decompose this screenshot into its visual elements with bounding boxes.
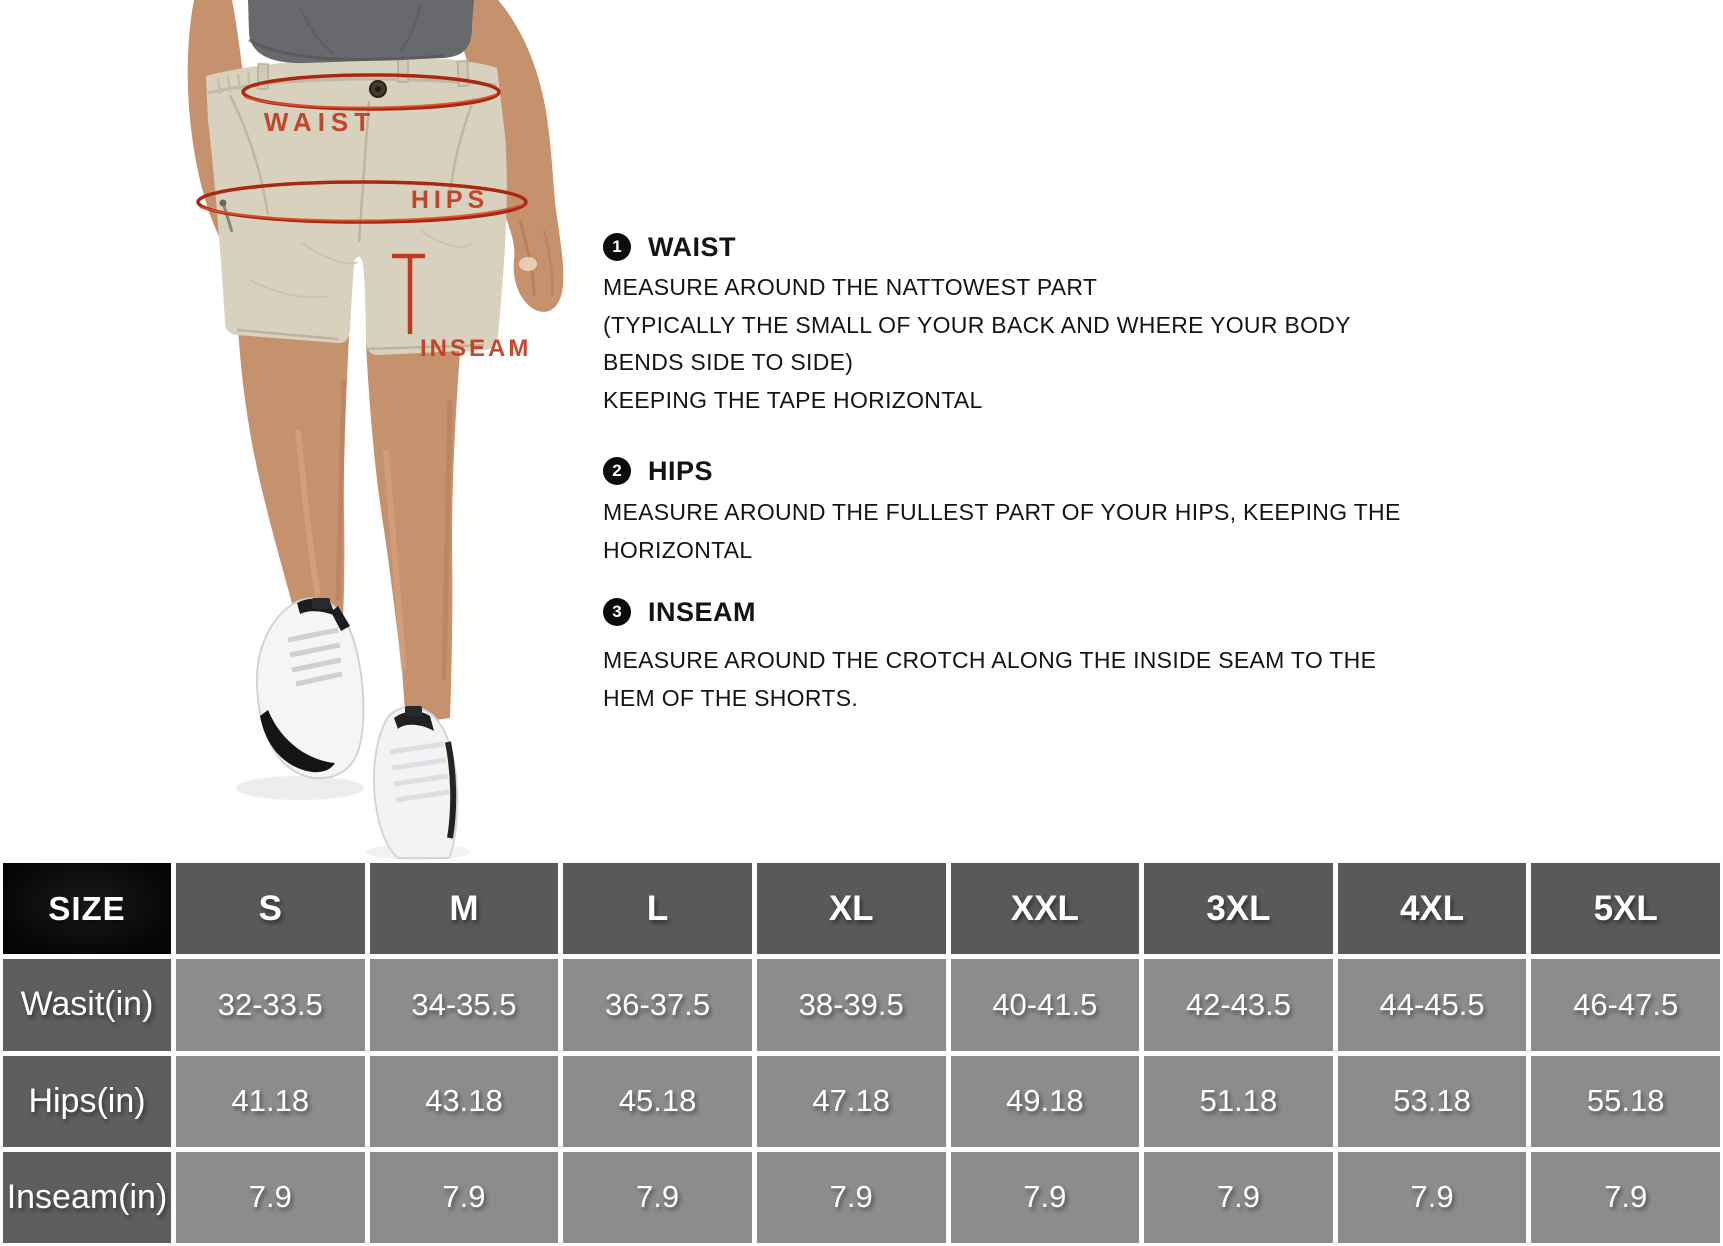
- instruction-hips: [603, 456, 1723, 569]
- number-badge-1: 1: [603, 233, 631, 261]
- number-badge-2: 2: [603, 457, 631, 485]
- inseam-value-xxl: 7.9: [951, 1152, 1140, 1243]
- hips-annotation-label: HIPS: [410, 186, 490, 214]
- row-label-hips: Hips(in): [3, 1056, 171, 1147]
- inseam-value-5xl: 7.9: [1531, 1152, 1720, 1243]
- shoe-tongue-tag: [405, 706, 422, 716]
- instruction-waist: [603, 232, 1723, 419]
- instruction-title-hips: HIPS: [648, 455, 714, 486]
- waist-value-m: 34-35.5: [370, 959, 559, 1050]
- waist-annotation-label: WAIST: [263, 107, 377, 137]
- belt-loop: [398, 57, 408, 82]
- hips-value-4xl: 53.18: [1338, 1056, 1527, 1147]
- col-header-m: M: [370, 863, 559, 954]
- col-header-size: SIZE: [3, 863, 171, 954]
- waist-value-xxl: 40-41.5: [951, 959, 1140, 1050]
- inseam-value-m: 7.9: [370, 1152, 559, 1243]
- waist-value-xl: 38-39.5: [757, 959, 946, 1050]
- shirt: [248, 0, 474, 63]
- hips-value-s: 41.18: [176, 1056, 365, 1147]
- inseam-value-4xl: 7.9: [1338, 1152, 1527, 1243]
- instruction-line: HEM OF THE SHORTS.: [603, 684, 859, 711]
- col-header-3xl: 3XL: [1144, 863, 1333, 954]
- shoe-tongue-tag: [312, 598, 330, 609]
- instruction-line: HORIZONTAL: [603, 536, 753, 563]
- inseam-value-s: 7.9: [176, 1152, 365, 1243]
- inseam-annotation-label: INSEAM: [420, 335, 532, 362]
- inseam-value-3xl: 7.9: [1144, 1152, 1333, 1243]
- instruction-line: (TYPICALLY THE SMALL OF YOUR BACK AND WHERE YOUR BODY: [603, 311, 1351, 338]
- instruction-line: BENDS SIDE TO SIDE): [603, 349, 854, 375]
- thumbnail-highlight: [519, 257, 537, 271]
- shoe-shadow: [236, 776, 364, 800]
- col-header-xl: XL: [757, 863, 946, 954]
- hips-value-3xl: 51.18: [1144, 1056, 1333, 1147]
- instruction-title-inseam: INSEAM: [648, 596, 757, 627]
- row-label-inseam: Inseam(in): [3, 1152, 171, 1243]
- instruction-line: MEASURE AROUND THE CROTCH ALONG THE INSIDE SEAM TO THE: [603, 647, 1377, 673]
- hips-value-l: 45.18: [563, 1056, 752, 1147]
- instruction-title-waist: WAIST: [648, 231, 736, 262]
- hips-value-xxl: 49.18: [951, 1056, 1140, 1147]
- waist-value-l: 36-37.5: [563, 959, 752, 1050]
- hips-value-xl: 47.18: [757, 1056, 946, 1147]
- inseam-value-l: 7.9: [563, 1152, 752, 1243]
- right-shoe: [374, 706, 457, 858]
- left-shoe: [257, 598, 363, 778]
- col-header-xxl: XXL: [951, 863, 1140, 954]
- instruction-inseam: [603, 597, 1723, 717]
- waist-value-s: 32-33.5: [176, 959, 365, 1050]
- instruction-line: KEEPING THE TAPE HORIZONTAL: [603, 386, 983, 413]
- waist-value-3xl: 42-43.5: [1144, 959, 1333, 1050]
- inseam-value-xl: 7.9: [757, 1152, 946, 1243]
- number-badge-3: 3: [603, 598, 631, 626]
- hips-value-5xl: 55.18: [1531, 1056, 1720, 1147]
- col-header-4xl: 4XL: [1338, 863, 1527, 954]
- size-chart-table: [0, 860, 1723, 1246]
- waist-value-5xl: 46-47.5: [1531, 959, 1720, 1050]
- col-header-5xl: 5XL: [1531, 863, 1720, 954]
- instruction-line: MEASURE AROUND THE FULLEST PART OF YOUR HIPS, KEEPING THE: [603, 499, 1401, 525]
- col-header-s: S: [176, 863, 365, 954]
- model-illustration: [0, 0, 600, 860]
- model-photo: [0, 0, 600, 860]
- col-header-l: L: [563, 863, 752, 954]
- instruction-line: MEASURE AROUND THE NATTOWEST PART: [603, 274, 1098, 300]
- waist-value-4xl: 44-45.5: [1338, 959, 1527, 1050]
- hips-value-m: 43.18: [370, 1056, 559, 1147]
- row-label-waist: Wasit(in): [3, 959, 171, 1050]
